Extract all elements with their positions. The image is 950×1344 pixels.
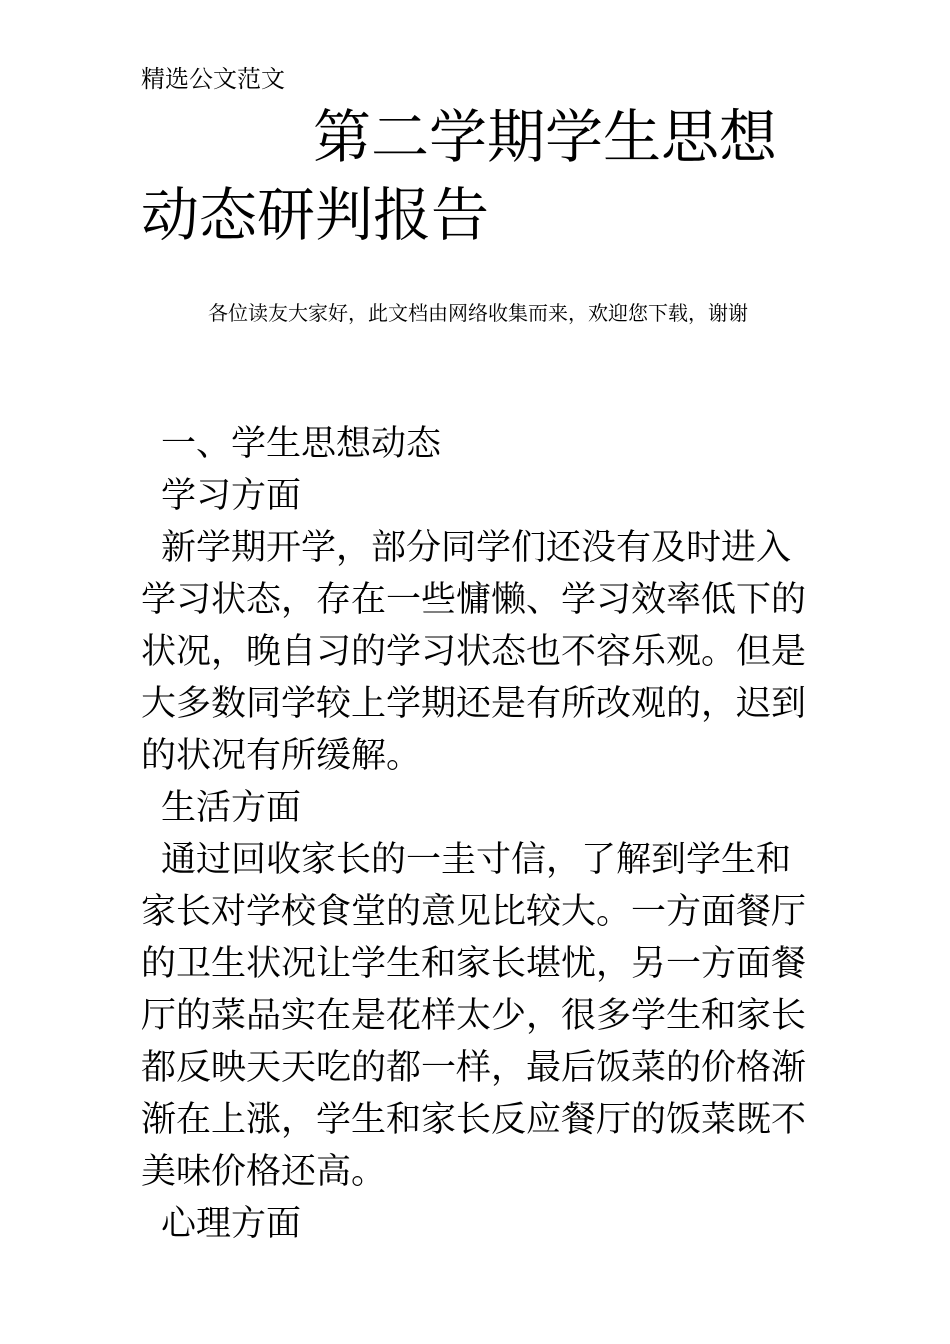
subheading-study: 学习方面 [161, 476, 302, 516]
download-notice: 各位读友大家好，此文档由网络收集而来，欢迎您下载，谢谢 [208, 301, 748, 325]
subheading-mental: 心理方面 [161, 1204, 302, 1244]
document-body [141, 418, 821, 1250]
header-label: 精选公文范文 [141, 65, 285, 93]
section-heading-student-thoughts: 一、学生思想动态 [161, 424, 442, 464]
document-title [141, 98, 821, 254]
subheading-life: 生活方面 [161, 788, 302, 828]
paragraph-life: 通过回收家长的一圭寸信，了解到学生和家长对学校食堂的意见比较大。一方面餐厅的卫生状况让学生和家长堪忧，另一方面餐厅的菜品实在是花样太少，很多学生和家长都反映天天吃的都一样，最后饭菜的价格渐渐在上涨，学生和家长反应餐厅的饭菜既不美味价格还高。 [141, 840, 807, 1192]
paragraph-study: 新学期开学，部分同学们还没有及时进入学习状态，存在一些慵懒、学习效率低下的状况，晚自习的学习状态也不容乐观。但是大多数同学较上学期还是有所改观的，迟到的状况有所缓解。 [141, 528, 807, 776]
title-line-1: 第二学期学生思想 [313, 103, 778, 171]
title-line-2: 动态研判报告 [141, 181, 490, 249]
